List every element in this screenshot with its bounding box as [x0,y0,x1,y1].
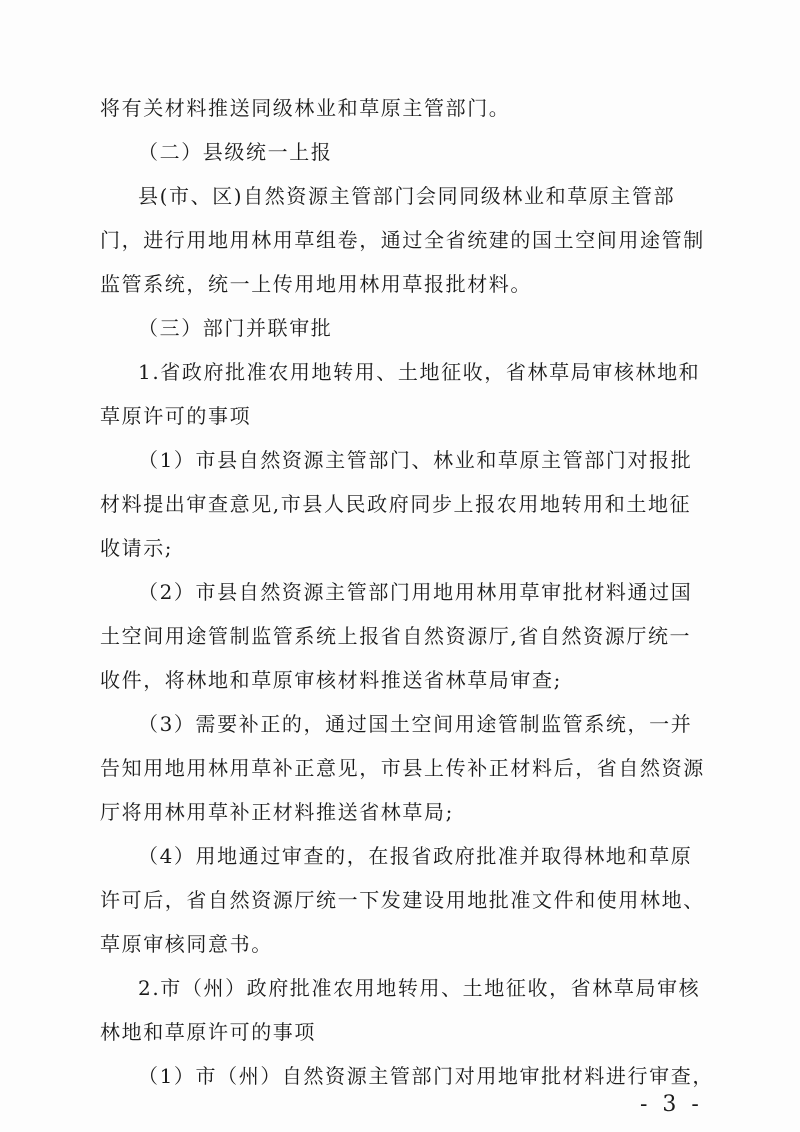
list-item: 厅将用林用草补正材料推送省林草局; [100,800,454,824]
list-item: 告知用地用林用草补正意见，市县上传补正材料后，省自然资源 [100,756,705,780]
list-item: 材料提出审查意见,市县人民政府同步上报农用地转用和土地征 [100,492,692,516]
list-item: （1）市（州）自然资源主管部门对用地审批材料进行审查， [138,1064,714,1088]
list-item: （4）用地通过审查的，在报省政府批准并取得林地和草原 [138,844,693,868]
list-item: 收件，将林地和草原审核材料推送省林草局审查; [100,668,562,692]
paragraph-text: 县(市、区)自然资源主管部门会同同级林业和草原主管部 [138,184,676,208]
paragraph-text: 监管系统，统一上传用地用林用草报批材料。 [100,272,532,296]
paragraph-text: 将有关材料推送同级林业和草原主管部门。 [100,96,511,120]
list-item: （3）需要补正的，通过国土空间用途管制监管系统，一并 [138,712,693,736]
section-heading: （二）县级统一上报 [138,140,333,164]
section-heading: （三）部门并联审批 [138,316,333,340]
list-item-heading: 1.省政府批准农用地转用、土地征收，省林草局审核林地和 [138,360,701,384]
paragraph-text: 门，进行用地用林用草组卷，通过全省统建的国土空间用途管制 [100,228,705,252]
list-item: 土空间用途管制监管系统上报省自然资源厅,省自然资源厅统一 [100,624,692,648]
list-item-heading: 林地和草原许可的事项 [100,1020,316,1044]
list-item: （2）市县自然资源主管部门用地用林用草审批材料通过国 [138,580,693,604]
list-item-heading: 2.市（州）政府批准农用地转用、土地征收，省林草局审核 [138,976,701,1000]
list-item-heading: 草原许可的事项 [100,404,252,428]
list-item: 草原审核同意书。 [100,932,273,956]
list-item: 许可后，省自然资源厅统一下发建设用地批准文件和使用林地、 [100,888,705,912]
page-number: - 3 - [640,1092,703,1117]
list-item: 收请示; [100,536,174,560]
list-item: （1）市县自然资源主管部门、林业和草原主管部门对报批 [138,448,693,472]
